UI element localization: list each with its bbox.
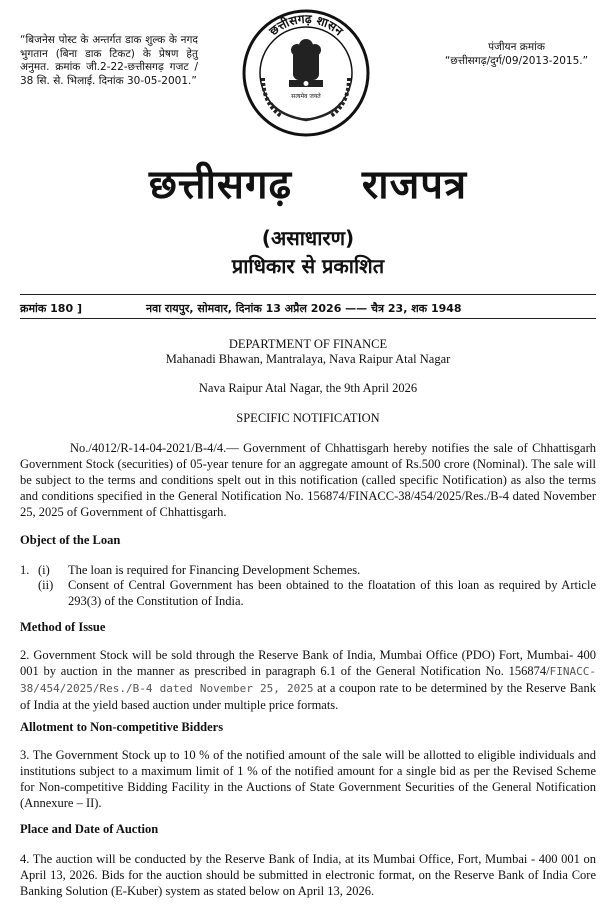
object-ii-text: Consent of Central Government has been obtained to the floatation of this loan as required by Article 293(3) of the Constitution of India.: [68, 578, 596, 608]
gazette-title: [0, 155, 616, 210]
issue-number: क्रमांक 180 ]: [20, 302, 82, 315]
object-item-ii: [20, 577, 596, 609]
registration-label: पंजीयन क्रमांक: [488, 41, 545, 53]
title-right: राजपत्र: [361, 162, 468, 208]
object-item-i: [20, 562, 596, 578]
method-text-a: 2. Government Stock will be sold through the Reserve Bank of India, Mumbai Office (PDO) Fort, Mumbai- 400 001 by auction in the manner as prescribed in paragraph 6.1 of the General Notification No. 156874/: [20, 648, 596, 678]
state-emblem-icon: [241, 8, 371, 138]
object-ii-label: (ii): [38, 578, 54, 592]
allotment-paragraph: 3. The Government Stock up to 10 % of the notified amount of the sale will be allotted to eligible individuals and institutions subject to a maximum limit of 1 % of the notified amount for a single bid as per the Revised Scheme for Non-competitive Bidding Facility in the Auctions of State Government Securities of the General Notification (Annexure – II).: [20, 748, 596, 810]
object-i-text: The loan is required for Financing Development Schemes.: [68, 563, 361, 577]
object-number: 1.: [20, 563, 30, 577]
emblem-motto: सत्यमेव जयते: [291, 93, 321, 100]
postal-permit-note: “बिजनेस पोस्ट के अन्तर्गत डाक शुल्क के नगद भुगतान (बिना डाक टिकट) के प्रेषण हेतु अनुमत. क्रमांक जी.2-22-छत्तीसगढ़ गजट / 38 सि. से. भिलाई. दिनांक 30-05-2001.”: [20, 34, 198, 87]
method-heading: Method of Issue: [20, 620, 106, 634]
gazette-authority: प्राधिकार से प्रकाशित: [231, 254, 385, 278]
dateline: Nava Raipur Atal Nagar, the 9th April 2026: [198, 381, 418, 395]
place-heading: Place and Date of Auction: [20, 822, 159, 836]
department-address: Mahanadi Bhawan, Mantralaya, Nava Raipur Atal Nagar: [165, 352, 451, 366]
svg-text:छत्तीसगढ़ शासन: [266, 12, 347, 39]
place-paragraph: 4. The auction will be conducted by the Reserve Bank of India, at its Mumbai Office, Fort, Mumbai - 400 001 on April 13, 2026. Bids for the auction should be submitted in electronic format, on the Reserve Bank of India Core Banking Solution (E-Kuber) system as stated below on April 13, 2026.: [20, 852, 596, 898]
issue-info: नवा रायपुर, सोमवार, दिनांक 13 अप्रैल 2026 —— चैत्र 23, शक 1948: [146, 302, 462, 315]
registration-block: [424, 40, 609, 68]
emblem-caption: छत्तीसगढ़ शासन: [266, 11, 346, 39]
method-paragraph: [20, 647, 596, 713]
method-text-b: at a coupon rate to be determined by the Reserve Bank of India at the yield based auction under multiple price formats.: [20, 681, 596, 712]
notification-heading: SPECIFIC NOTIFICATION: [236, 411, 380, 425]
method-text-ref: FINACC-38/454/2025/Res./B-4 dated November 25, 2025: [20, 665, 596, 695]
registration-number: “छत्तीसगढ़/दुर्ग/09/2013-2015.”: [444, 55, 589, 67]
intro-paragraph: No./4012/R-14-04-2021/B-4/4.— Government of Chhattisgarh hereby notifies the sale of Chhattisgarh Government Stock (securities) of 05-year tenure for an aggregate amount of Rs.500 crore (Nominal). The sale will be subject to the terms and conditions spelt out in this notification (called specific Notification) as also the terms and conditions specified in the General Notification No. 156874/FINACC-38/454/2025/Res./B-4 dated November 25, 2025 of Government of Chhattisgarh.: [20, 441, 596, 519]
bottom-rule: [20, 318, 596, 319]
allotment-heading: Allotment to Non-competitive Bidders: [20, 720, 224, 734]
gazette-subtitle: (असाधारण): [261, 226, 355, 250]
object-heading: Object of the Loan: [20, 533, 121, 547]
object-i-label: (i): [38, 563, 50, 577]
top-rule: [20, 294, 596, 295]
department-name: DEPARTMENT OF FINANCE: [228, 337, 388, 351]
title-left: छत्तीसगढ़: [148, 162, 293, 208]
